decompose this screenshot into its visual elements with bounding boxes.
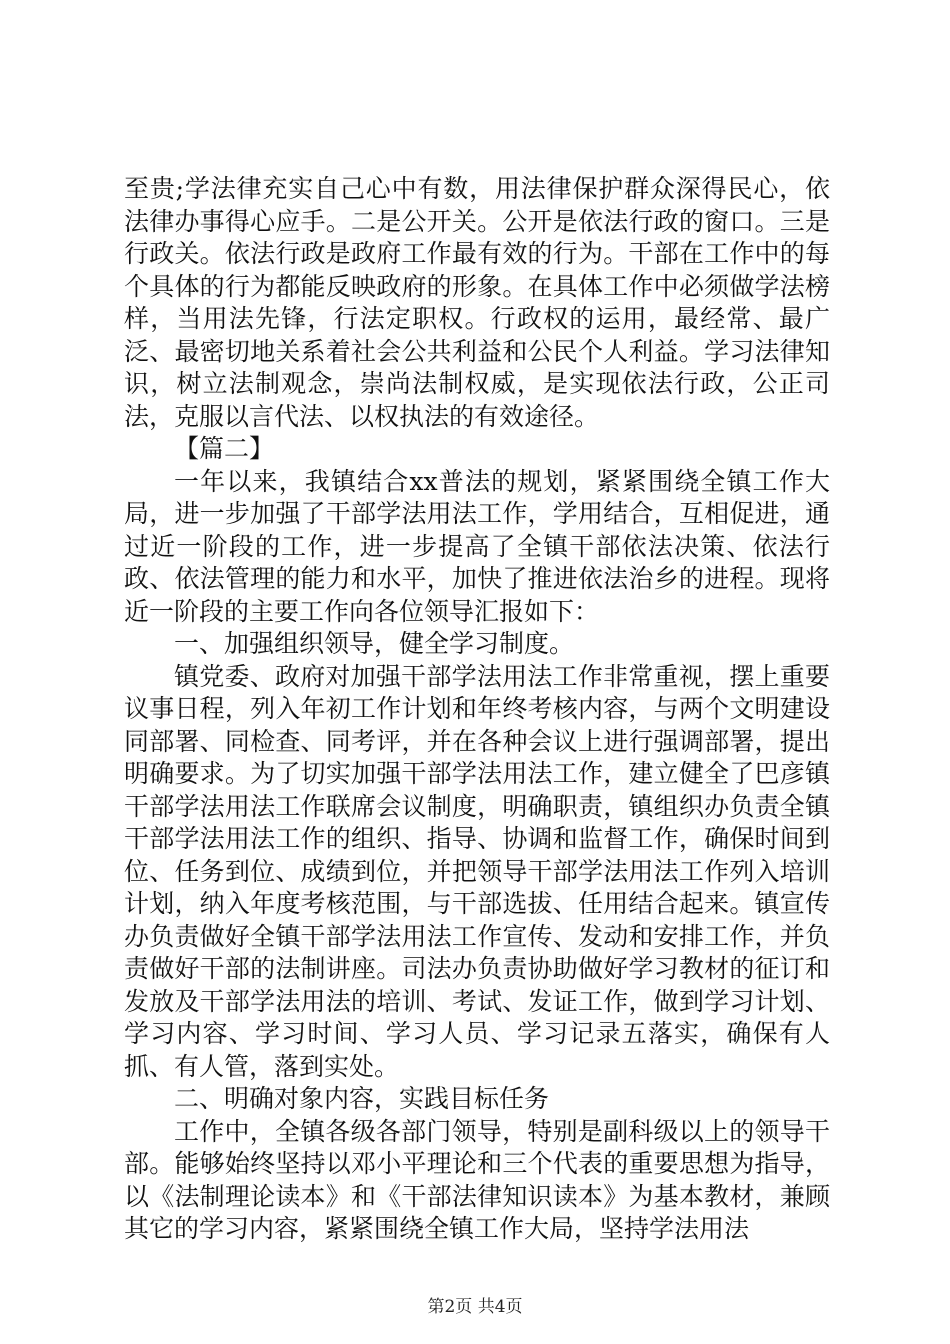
- paragraph-intro: 一年以来，我镇结合xx普法的规划，紧紧围绕全镇工作大局，进一步加强了干部学法用法工作，学用结合，互相促进，通过近一阶段的工作，进一步提高了全镇干部依法决策、依法行政、依法管理的能力和水平，加快了推进依法治乡的进程。现将近一阶段的主要工作向各位领导汇报如下：: [124, 466, 830, 626]
- paragraph-organization: 镇党委、政府对加强干部学法用法工作非常重视，摆上重要议事日程，列入年初工作计划和年终考核内容，与两个文明建设同部署、同检查、同考评，并在各种会议上进行强调部署，提出明确要求。为了切实加强干部学法用法工作，建立健全了巴彦镇干部学法用法工作联席会议制度，明确职责，镇组织办负责全镇干部学法用法工作的组织、指导、协调和监督工作，确保时间到位、任务到位、成绩到位，并把领导干部学法用法工作列入培训计划，纳入年度考核范围，与干部选拔、任用结合起来。镇宣传办负责做好全镇干部学法用法工作宣传、发动和安排工作，并负责做好干部的法制讲座。司法办负责协助做好学习教材的征订和发放及干部学法用法的培训、考试、发证工作，做到学习计划、学习内容、学习时间、学习人员、学习记录五落实，确保有人抓、有人管，落到实处。: [124, 661, 830, 1081]
- subheading-targets: 二、明确对象内容，实践目标任务: [174, 1084, 550, 1113]
- section-heading-part-two: 【篇二】: [174, 434, 275, 463]
- page-number-footer: 第2页 共4页: [427, 1297, 523, 1317]
- subheading-organization: 一、加强组织领导，健全学习制度。: [174, 629, 575, 658]
- paragraph-targets: 工作中，全镇各级各部门领导，特别是副科级以上的领导干部。能够始终坚持以邓小平理论和三个代表的重要思想为指导，以《法制理论读本》和《干部法律知识读本》为基本教材，兼顾其它的学习内容，紧紧围绕全镇工作大局，坚持学法用法: [124, 1116, 830, 1243]
- paragraph-continuation: 至贵;学法律充实自己心中有数，用法律保护群众深得民心，依法律办事得心应手。二是公开关。公开是依法行政的窗口。三是行政关。依法行政是政府工作最有效的行为。干部在工作中的每个具体的行为都能反映政府的形象。在具体工作中必须做学法榜样，当用法先锋，行法定职权。行政权的运用，最经常、最广泛、最密切地关系着社会公共利益和公民个人利益。学习法律知识，树立法制观念，崇尚法制权威，是实现依法行政，公正司法，克服以言代法、以权执法的有效途径。: [124, 174, 830, 431]
- document-body: [124, 173, 830, 1246]
